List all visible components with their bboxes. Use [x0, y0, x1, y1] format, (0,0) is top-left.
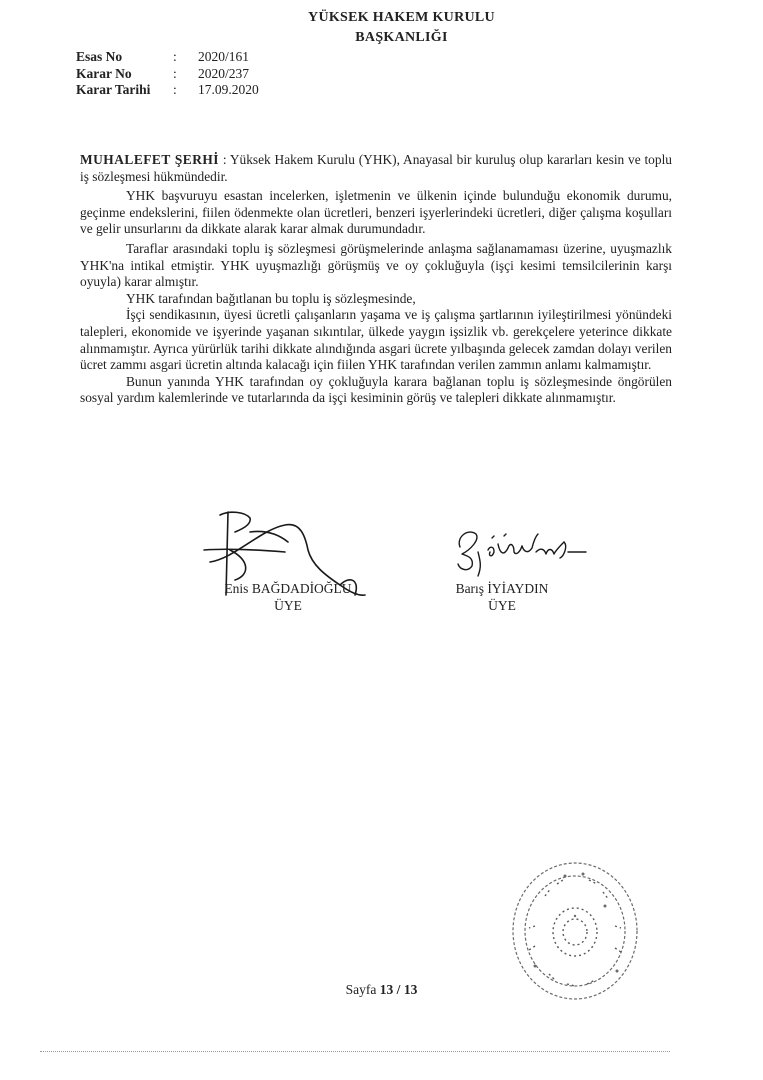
- meta-value: 2020/237: [198, 65, 250, 81]
- lead-text: : Yüksek Hakem Kurulu (YHK), Anayasal bir kuruluş olup kararları kesin ve toplu iş sözleşmesi hükmündedir.: [80, 152, 672, 184]
- signature-block-2: [412, 580, 592, 614]
- case-meta: [76, 49, 259, 99]
- signer-role: ÜYE: [488, 598, 516, 613]
- meta-row-tarih: [76, 82, 259, 99]
- dissent-body: [80, 152, 672, 407]
- header-institution: YÜKSEK HAKEM KURULU: [308, 10, 495, 25]
- page-total: 13: [403, 982, 418, 997]
- footer-rule: [40, 1051, 670, 1052]
- page-prefix: Sayfa: [345, 982, 377, 997]
- meta-value: 17.09.2020: [198, 82, 259, 97]
- page-separator: /: [393, 982, 404, 997]
- header-presidency: BAŞKANLIĞI: [355, 30, 448, 45]
- paragraph-5: İşçi sendikasının, üyesi ücretli çalışanların yaşama ve iş çalışma şartlarının iyileştirilmesi yönündeki talepleri, ekonomide ve işyerinde yaşanan sıkıntılar, ülkede yaygın işsizlik vb. gerekçelere yeterince dikkate alınmamıştır. Ayrıca yürürlük tarihi dikkate alındığında asgari ücrete yılbaşında gelecek zamdan dolayı verilen ücret zammı asgari ücretin altında kalacağı için fiilen YHK tarafından verilen zammın anlamı kalmamıştır.: [80, 307, 672, 373]
- paragraph-4: YHK tarafından bağıtlanan bu toplu iş sözleşmesinde,: [126, 290, 416, 306]
- signer-name: Barış İYİAYDIN: [455, 581, 549, 596]
- signer-role: ÜYE: [274, 598, 302, 613]
- meta-label: Karar Tarihi: [76, 82, 151, 97]
- meta-label: Karar No: [76, 65, 132, 81]
- meta-row-esas: [76, 49, 259, 66]
- page-current: 13: [379, 982, 394, 997]
- meta-colon: :: [173, 65, 177, 81]
- paragraph-2: YHK başvuruyu esastan incelerken, işletmenin ve ülkenin içinde bulunduğu ekonomik durumu, geçinme endekslerini, fiilen ödenmekte olan ücretleri, benzeri işyerlerindeki ücretleri, diğer çalışma koşulları ve gelir unsurlarını da dikkate alarak karar almak durumundadır.: [80, 188, 672, 237]
- meta-colon: :: [173, 49, 177, 64]
- signer-name: Enis BAĞDADİOĞLU: [224, 581, 352, 596]
- page-number: [0, 982, 763, 998]
- paragraph-6: Bunun yanında YHK tarafından oy çokluğuyla karara bağlanan toplu iş sözleşmesinde öngörülen sosyal yardım kalemlerinde ve tutarlarında da işçi kesiminin görüş ve talepleri dikkate alınmamıştır.: [80, 373, 672, 406]
- paragraph-lead: [80, 152, 672, 185]
- dissent-title: MUHALEFET ŞERHİ: [80, 152, 220, 167]
- meta-label: Esas No: [76, 49, 123, 64]
- signature-baris-icon: [448, 522, 598, 582]
- paragraph-3: Taraflar arasındaki toplu iş sözleşmesi görüşmelerinde anlaşma sağlanamaması üzerine, uyuşmazlık YHK'na intikal etmiştir. YHK uyuşmazlığı görüşmüş ve oy çokluğuyla (işçi kesimi temsilcilerinin karşı oyuyla) karar almıştır.: [80, 240, 672, 290]
- meta-value: 2020/161: [198, 49, 250, 64]
- signature-block-1: [188, 580, 388, 614]
- meta-colon: :: [173, 82, 177, 97]
- meta-row-karar: [76, 66, 259, 83]
